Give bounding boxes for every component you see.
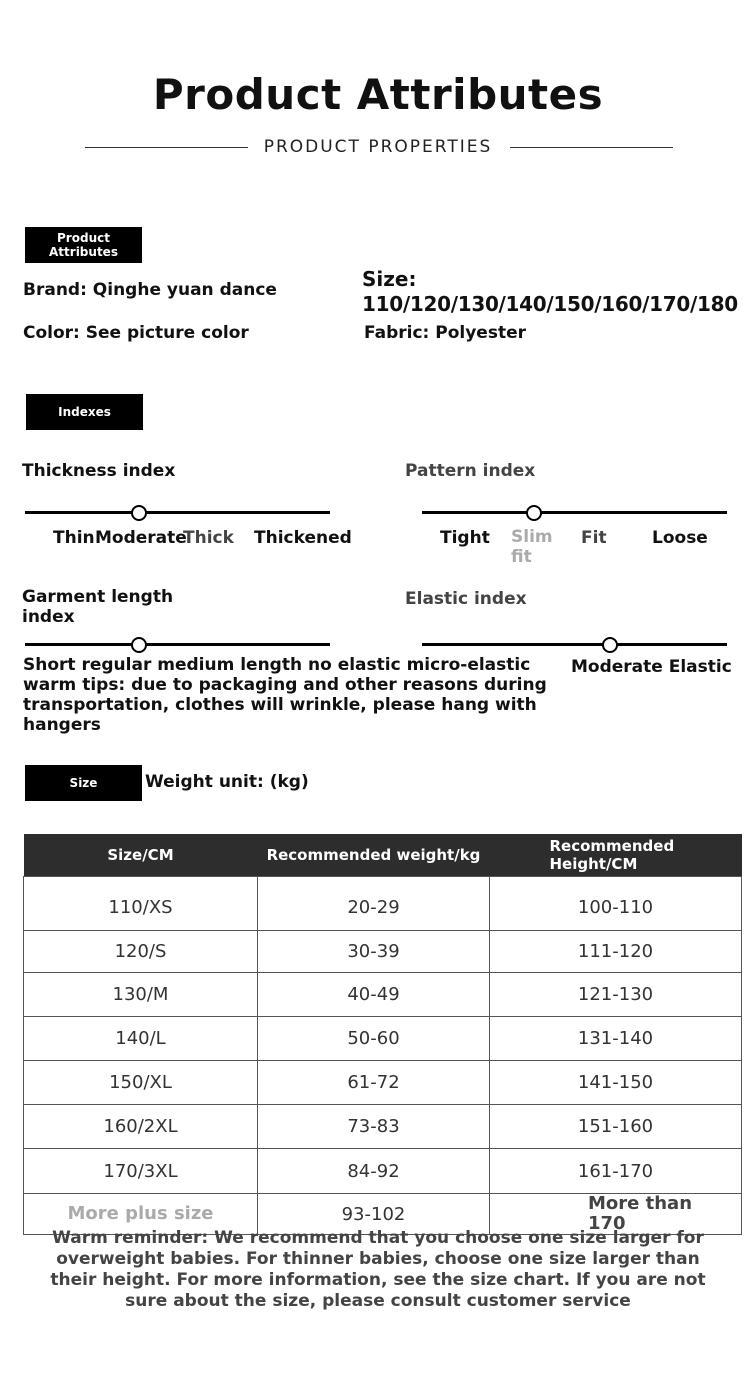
cell-size: 140/L bbox=[24, 1017, 258, 1061]
cell-size: 130/M bbox=[24, 973, 258, 1017]
indexes-tag: Indexes bbox=[26, 394, 143, 430]
cell-weight: 61-72 bbox=[258, 1061, 490, 1105]
thickness-slider-track bbox=[25, 511, 330, 514]
cell-size: 120/S bbox=[24, 931, 258, 973]
cell-height: 141-150 bbox=[490, 1061, 742, 1105]
elastic-selected-label: Moderate Elastic bbox=[571, 657, 732, 677]
thickness-index-title: Thickness index bbox=[22, 461, 176, 481]
index-note-line2: warm tips: due to packaging and other reasons during bbox=[23, 675, 547, 695]
pattern-label-slim-fit: Slim fit bbox=[511, 527, 553, 567]
cell-height: 151-160 bbox=[490, 1105, 742, 1149]
table-row bbox=[24, 931, 742, 973]
elastic-index-title: Elastic index bbox=[405, 589, 527, 609]
cell-height: 100-110 bbox=[490, 877, 742, 931]
size-values: 110/120/130/140/150/160/170/180 bbox=[362, 292, 738, 316]
elastic-slider-track bbox=[422, 643, 727, 646]
cell-size: 150/XL bbox=[24, 1061, 258, 1105]
divider-right bbox=[510, 147, 673, 148]
header-weight: Recommended weight/kg bbox=[266, 846, 481, 864]
garment-length-slider-track bbox=[25, 643, 330, 646]
pattern-label-loose: Loose bbox=[652, 528, 708, 548]
elastic-slider-knob bbox=[602, 637, 618, 653]
page-title: Product Attributes bbox=[152, 70, 604, 119]
thickness-label-thick: Thick bbox=[183, 528, 234, 548]
index-note-line1: Short regular medium length no elastic micro-elastic bbox=[23, 655, 531, 675]
cell-weight: 30-39 bbox=[258, 931, 490, 973]
cell-size: 160/2XL bbox=[24, 1105, 258, 1149]
cell-height: 161-170 bbox=[490, 1149, 742, 1194]
warm-reminder: Warm reminder: We recommend that you choose one size larger for overweight babies. For thinner babies, choose one size larger than their height. For more information, see the size chart. If you are not sure about the size, please consult customer service bbox=[50, 1228, 706, 1311]
product-attributes-tag: Product Attributes bbox=[25, 227, 142, 263]
index-note-line3: transportation, clothes will wrinkle, please hang with bbox=[23, 695, 537, 715]
thickness-label-moderate: Moderate bbox=[95, 528, 187, 548]
weight-unit-text: Weight unit: (kg) bbox=[145, 772, 309, 792]
pattern-label-fit: Fit bbox=[581, 528, 607, 548]
size-tag: Size bbox=[25, 765, 142, 801]
cell-weight: 84-92 bbox=[258, 1149, 490, 1194]
page-subtitle: PRODUCT PROPERTIES bbox=[263, 137, 493, 157]
cell-height: 131-140 bbox=[490, 1017, 742, 1061]
cell-weight: 73-83 bbox=[258, 1105, 490, 1149]
thickness-label-thickened: Thickened bbox=[254, 528, 352, 548]
cell-weight: 20-29 bbox=[258, 877, 490, 931]
cell-size: 110/XS bbox=[24, 877, 258, 931]
pattern-label-tight: Tight bbox=[440, 528, 490, 548]
garment-length-slider-knob bbox=[131, 637, 147, 653]
thickness-slider-knob bbox=[131, 505, 147, 521]
brand-text: Brand: Qinghe yuan dance bbox=[23, 280, 277, 300]
color-text: Color: See picture color bbox=[23, 323, 249, 343]
garment-length-title-line1: Garment length bbox=[22, 587, 174, 607]
table-row bbox=[24, 877, 742, 931]
fabric-text: Fabric: Polyester bbox=[364, 323, 526, 343]
cell-height: 111-120 bbox=[490, 931, 742, 973]
pattern-slider-track bbox=[422, 511, 727, 514]
thickness-label-thin: Thin bbox=[53, 528, 95, 548]
pattern-index-title: Pattern index bbox=[405, 461, 536, 481]
cell-weight: 93-102 bbox=[258, 1194, 490, 1235]
header-height: Recommended Height/CM bbox=[549, 837, 675, 873]
cell-size: 170/3XL bbox=[24, 1149, 258, 1194]
size-table-header-row bbox=[24, 834, 742, 877]
table-row bbox=[24, 1017, 742, 1061]
cell-height: 121-130 bbox=[490, 973, 742, 1017]
size-table bbox=[23, 834, 740, 1235]
table-row bbox=[24, 1061, 742, 1105]
size-label: Size: bbox=[362, 267, 417, 291]
table-row bbox=[24, 973, 742, 1017]
pattern-slider-knob bbox=[526, 505, 542, 521]
cell-weight: 50-60 bbox=[258, 1017, 490, 1061]
garment-length-title-line2: index bbox=[22, 607, 75, 627]
index-note-line4: hangers bbox=[23, 715, 101, 735]
cell-size: More plus size bbox=[24, 1194, 258, 1235]
table-row bbox=[24, 1105, 742, 1149]
cell-weight: 40-49 bbox=[258, 973, 490, 1017]
table-row bbox=[24, 1149, 742, 1194]
header-size: Size/CM bbox=[107, 846, 174, 864]
cell-height: More than 170 bbox=[490, 1194, 742, 1235]
